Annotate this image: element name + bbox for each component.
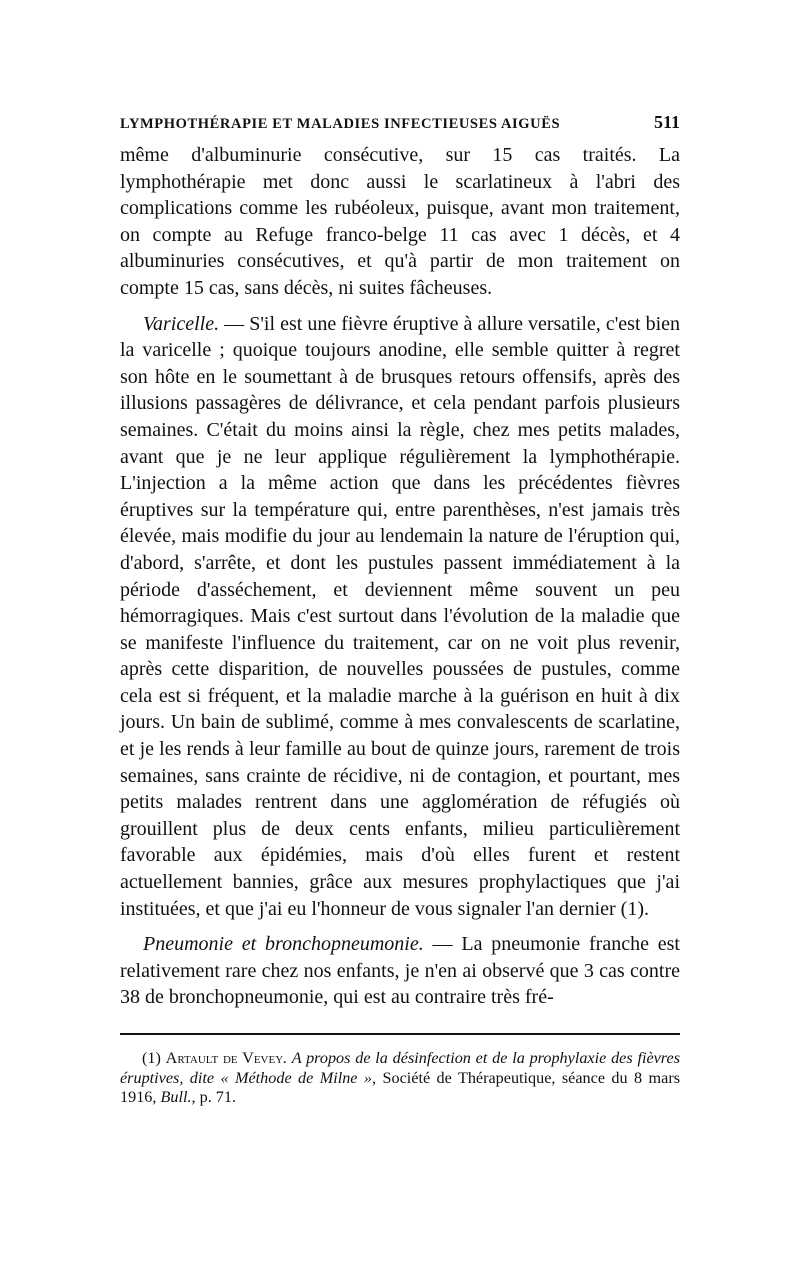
footnote-society: , Société de Thérapeutique, séance du 8 mars 1916,: [120, 1068, 681, 1107]
paragraph-pneumonie: [120, 931, 680, 1011]
running-title: LYMPHOTHÉRAPIE ET MALADIES INFECTIEUSES AIGUËS: [120, 116, 561, 132]
running-header: [120, 112, 680, 142]
footnote-bull: Bull.: [160, 1088, 192, 1107]
paragraph-varicelle: [120, 311, 680, 923]
section-heading-pneumonie: Pneumonie et bronchopneumonie.: [143, 933, 424, 956]
paragraph-pneumonie-text: — La pneumonie franche est relativement rare chez nos enfants, je n'en ai observé que 3 cas contre 38 de bronchopneumonie, qui est au contraire très fré-: [120, 933, 680, 1009]
paragraph-1: même d'albuminurie consécutive, sur 15 cas traités. La lymphothérapie met donc aussi le scarlatineux à l'abri des complications comme les rubéoleux, puisque, avant mon traitement, on compte au Refuge franco-belge 11 cas avec 1 décès, et 4 albuminuries consécutives, et qu'à partir de mon traitement on compte 15 cas, sans décès, ni suites fâcheuses.: [120, 144, 680, 299]
section-heading-varicelle: Varicelle.: [143, 312, 220, 335]
paragraph-varicelle-text: — S'il est une fièvre éruptive à allure versatile, c'est bien la varicelle ; quoique toujours anodine, elle semble quitter à regret son hôte en le soumettant à de brusques retours offensifs, après des illusions passagères de délivrance, et cela pendant parfois plusieurs semaines. C'était du moins ainsi la règle, chez mes petits malades, avant que je ne leur applique régulièrement la lymphothérapie. L'injection a la même action que dans les précédentes fièvres éruptives sur la température qui, entre parenthèses, n'est jamais très élevée, mais modifie du jour au lendemain la nature de l'éruption qui, d'abord, s'arrête, et dont les pustules passent immédiatement à la période d'asséchement, et deviennent même souvent un peu hémorragiques. Mais c'est surtout dans l'évolution de la maladie que se manifeste l'influence du traitement, car on ne voit plus revenir, après cette disparition, de nouvelles poussées de pustules, comme cela est si fréquent, et la maladie marche à la guérison en huit à dix jours. Un bain de sublimé, comme à mes convalescents de scarlatine, et je les rends à leur famille au bout de quinze jours, rarement de trois semaines, sans crainte de récidive, ni de contagion, et pourtant, mes petits malades rentrent dans une agglomération de réfugiés où grouillent plus de deux cents enfants, milieu particulièrement favorable aux épidémies, mais d'où elles furent et restent actuellement bannies, grâce aux mesures prophylactiques que j'ai instituées, et que j'ai eu l'honneur de vous signaler l'an dernier (1).: [120, 312, 680, 920]
page-number: 511: [653, 112, 680, 132]
footnote-page: , p. 71.: [191, 1088, 237, 1107]
body-text: [120, 142, 680, 1011]
footnote-title: . A propos de la désinfection et de la prophylaxie des fièvres éruptives, dite « Méthode de Milne »: [120, 1049, 680, 1087]
footnote: [120, 1049, 680, 1108]
book-page: [120, 112, 680, 1124]
footnote-rule: [120, 1033, 680, 1035]
footnote-marker: (1): [142, 1049, 166, 1067]
footnote-author: Artault de Vevey: [165, 1049, 284, 1067]
